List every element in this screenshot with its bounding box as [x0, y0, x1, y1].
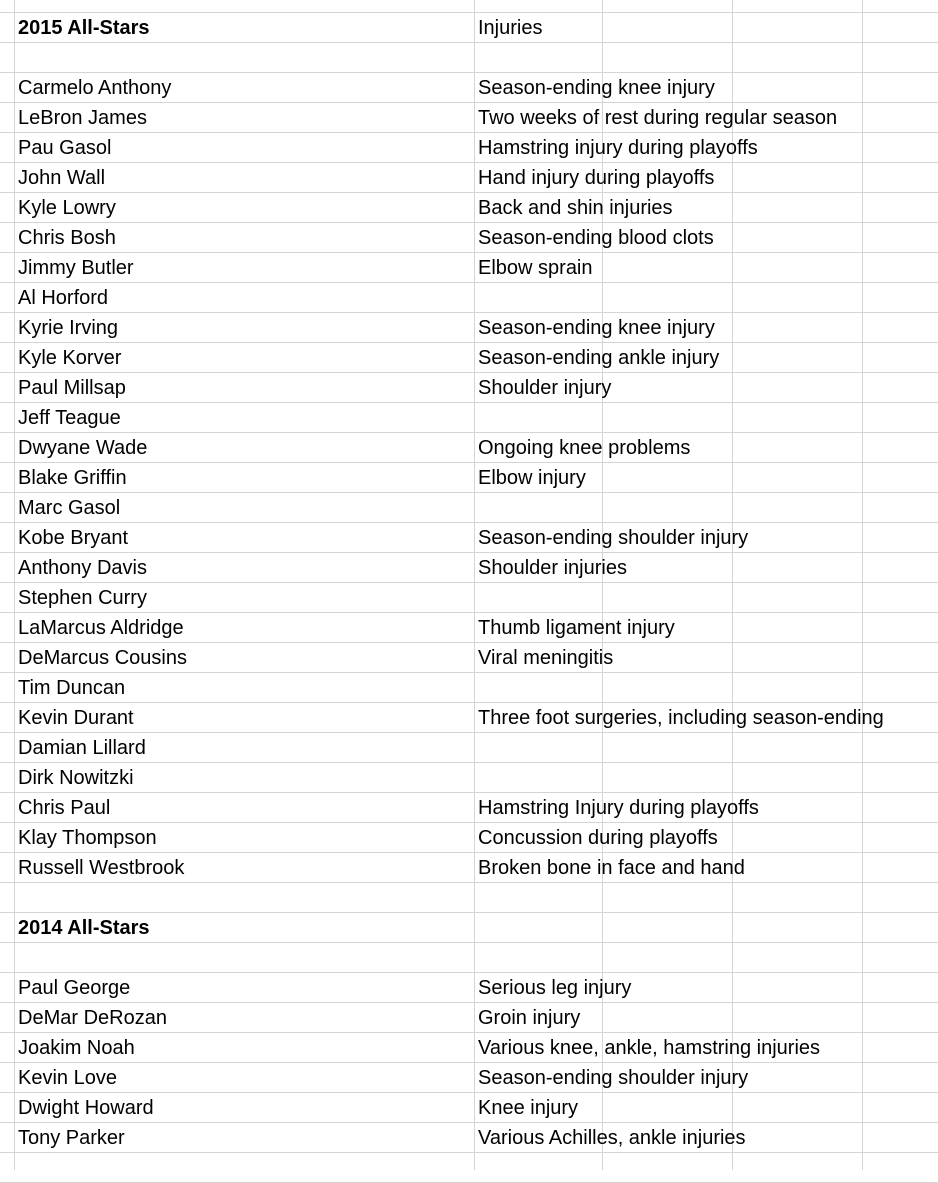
table-row [0, 193, 938, 223]
cell-player[interactable]: DeMarcus Cousins [18, 647, 187, 669]
cell-player[interactable]: Kevin Durant [18, 707, 134, 729]
cell-player[interactable]: Jeff Teague [18, 407, 121, 429]
cell-player[interactable]: LeBron James [18, 107, 147, 129]
cell-player[interactable]: Kevin Love [18, 1067, 117, 1089]
cell-player[interactable]: Kyrie Irving [18, 317, 119, 339]
cell-player[interactable]: Kyle Korver [18, 347, 122, 369]
cell-injury[interactable]: Season-ending knee injury [478, 317, 715, 339]
cell-player[interactable]: 2015 All-Stars [18, 17, 150, 39]
cell-player[interactable]: Paul Millsap [18, 377, 126, 399]
cell-injury[interactable]: Season-ending shoulder injury [478, 527, 749, 549]
cell-player[interactable]: DeMar DeRozan [18, 1007, 167, 1029]
cell-player[interactable]: 2014 All-Stars [18, 917, 150, 939]
table-row [0, 1003, 938, 1033]
cell-player[interactable]: Chris Paul [18, 797, 111, 819]
cell-player[interactable]: Tim Duncan [18, 677, 126, 699]
table-row [0, 13, 938, 43]
table-row [0, 883, 938, 913]
cell-injury[interactable]: Groin injury [478, 1007, 581, 1029]
table-row [0, 793, 938, 823]
table-row [0, 1063, 938, 1093]
cell-injury[interactable]: Back and shin injuries [478, 197, 673, 219]
table-row [0, 853, 938, 883]
cell-injury[interactable]: Season-ending shoulder injury [478, 1067, 749, 1089]
cell-injury[interactable]: Thumb ligament injury [478, 617, 675, 639]
table-row [0, 223, 938, 253]
cell-injury[interactable]: Hamstring Injury during playoffs [478, 797, 759, 819]
cell-player[interactable]: Carmelo Anthony [18, 77, 172, 99]
cell-player[interactable]: Kobe Bryant [18, 527, 129, 549]
cell-injury[interactable]: Two weeks of rest during regular season [478, 107, 838, 129]
table-row [0, 343, 938, 373]
cell-player[interactable]: Klay Thompson [18, 827, 157, 849]
cell-player[interactable]: Pau Gasol [18, 137, 112, 159]
table-row [0, 1033, 938, 1063]
cell-injury[interactable]: Various knee, ankle, hamstring injuries [478, 1037, 821, 1059]
table-row [0, 1093, 938, 1123]
table-row [0, 943, 938, 973]
cell-injury[interactable] [474, 43, 478, 72]
cell-player[interactable]: Tony Parker [18, 1127, 125, 1149]
table-row [0, 583, 938, 613]
table-row [0, 463, 938, 493]
cell-injury[interactable] [474, 883, 478, 912]
cell-injury[interactable] [474, 673, 478, 702]
cell-injury[interactable]: Ongoing knee problems [478, 437, 691, 459]
table-row [0, 973, 938, 1003]
table-row [0, 163, 938, 193]
cell-injury[interactable]: Elbow injury [478, 467, 586, 489]
table-row [0, 703, 938, 733]
table-row [0, 313, 938, 343]
cell-injury[interactable] [474, 493, 478, 522]
table-row [0, 1123, 938, 1153]
cell-player[interactable]: John Wall [18, 167, 106, 189]
cell-injury[interactable] [474, 913, 478, 942]
cell-player[interactable]: Jimmy Butler [18, 257, 134, 279]
cell-player[interactable]: Stephen Curry [18, 587, 147, 609]
cell-player[interactable]: Chris Bosh [18, 227, 116, 249]
table-row [0, 283, 938, 313]
cell-player[interactable]: LaMarcus Aldridge [18, 617, 184, 639]
table-row [0, 733, 938, 763]
cell-injury[interactable]: Concussion during playoffs [478, 827, 718, 849]
table-row [0, 493, 938, 523]
cell-injury[interactable] [474, 1153, 478, 1182]
table-row [0, 823, 938, 853]
table-row [0, 763, 938, 793]
table-row [0, 913, 938, 943]
cell-injury[interactable]: Season-ending blood clots [478, 227, 714, 249]
cell-injury[interactable]: Viral meningitis [478, 647, 614, 669]
cell-player[interactable]: Marc Gasol [18, 497, 121, 519]
table-row [0, 373, 938, 403]
table-row [0, 403, 938, 433]
cell-player[interactable]: Joakim Noah [18, 1037, 135, 1059]
cell-player[interactable]: Al Horford [18, 287, 109, 309]
table-row [0, 103, 938, 133]
cell-injury[interactable]: Shoulder injury [478, 377, 612, 399]
table-row [0, 643, 938, 673]
cell-player[interactable]: Anthony Davis [18, 557, 147, 579]
cell-injury[interactable]: Hamstring injury during playoffs [478, 137, 758, 159]
cell-injury[interactable]: Injuries [478, 17, 543, 39]
cell-injury[interactable]: Broken bone in face and hand [478, 857, 745, 879]
cell-player[interactable] [14, 43, 18, 72]
cell-injury[interactable] [474, 583, 478, 612]
cell-injury[interactable] [474, 943, 478, 972]
table-row [0, 433, 938, 463]
cell-injury[interactable] [474, 283, 478, 312]
cell-player[interactable]: Blake Griffin [18, 467, 127, 489]
cell-player[interactable]: Dwight Howard [18, 1097, 154, 1119]
table-row [0, 1153, 938, 1183]
cell-player[interactable]: Kyle Lowry [18, 197, 116, 219]
cell-player[interactable]: Russell Westbrook [18, 857, 185, 879]
table-row [0, 613, 938, 643]
table-row [0, 73, 938, 103]
cell-injury[interactable]: Shoulder injuries [478, 557, 627, 579]
cell-injury[interactable] [474, 733, 478, 762]
table-row [0, 133, 938, 163]
cell-injury[interactable]: Elbow sprain [478, 257, 593, 279]
cell-player[interactable]: Paul George [18, 977, 131, 999]
cell-player[interactable]: Damian Lillard [18, 737, 146, 759]
cell-injury[interactable]: Various Achilles, ankle injuries [478, 1127, 746, 1149]
cell-injury[interactable]: Season-ending ankle injury [478, 347, 720, 369]
cell-injury[interactable]: Season-ending knee injury [478, 77, 715, 99]
table-row [0, 553, 938, 583]
cell-injury[interactable]: Serious leg injury [478, 977, 632, 999]
table-row [0, 253, 938, 283]
cell-player[interactable]: Dwyane Wade [18, 437, 148, 459]
cell-injury[interactable]: Hand injury during playoffs [478, 167, 715, 189]
cell-player[interactable]: Dirk Nowitzki [18, 767, 134, 789]
cell-player[interactable] [14, 883, 18, 912]
cell-player[interactable] [14, 1153, 18, 1182]
cell-player[interactable] [14, 943, 18, 972]
cell-injury[interactable] [474, 763, 478, 792]
table-row [0, 673, 938, 703]
table-row [0, 523, 938, 553]
cell-injury[interactable] [474, 403, 478, 432]
table-row [0, 43, 938, 73]
cell-injury[interactable]: Knee injury [478, 1097, 579, 1119]
cell-injury[interactable]: Three foot surgeries, including season-ending [478, 707, 884, 729]
